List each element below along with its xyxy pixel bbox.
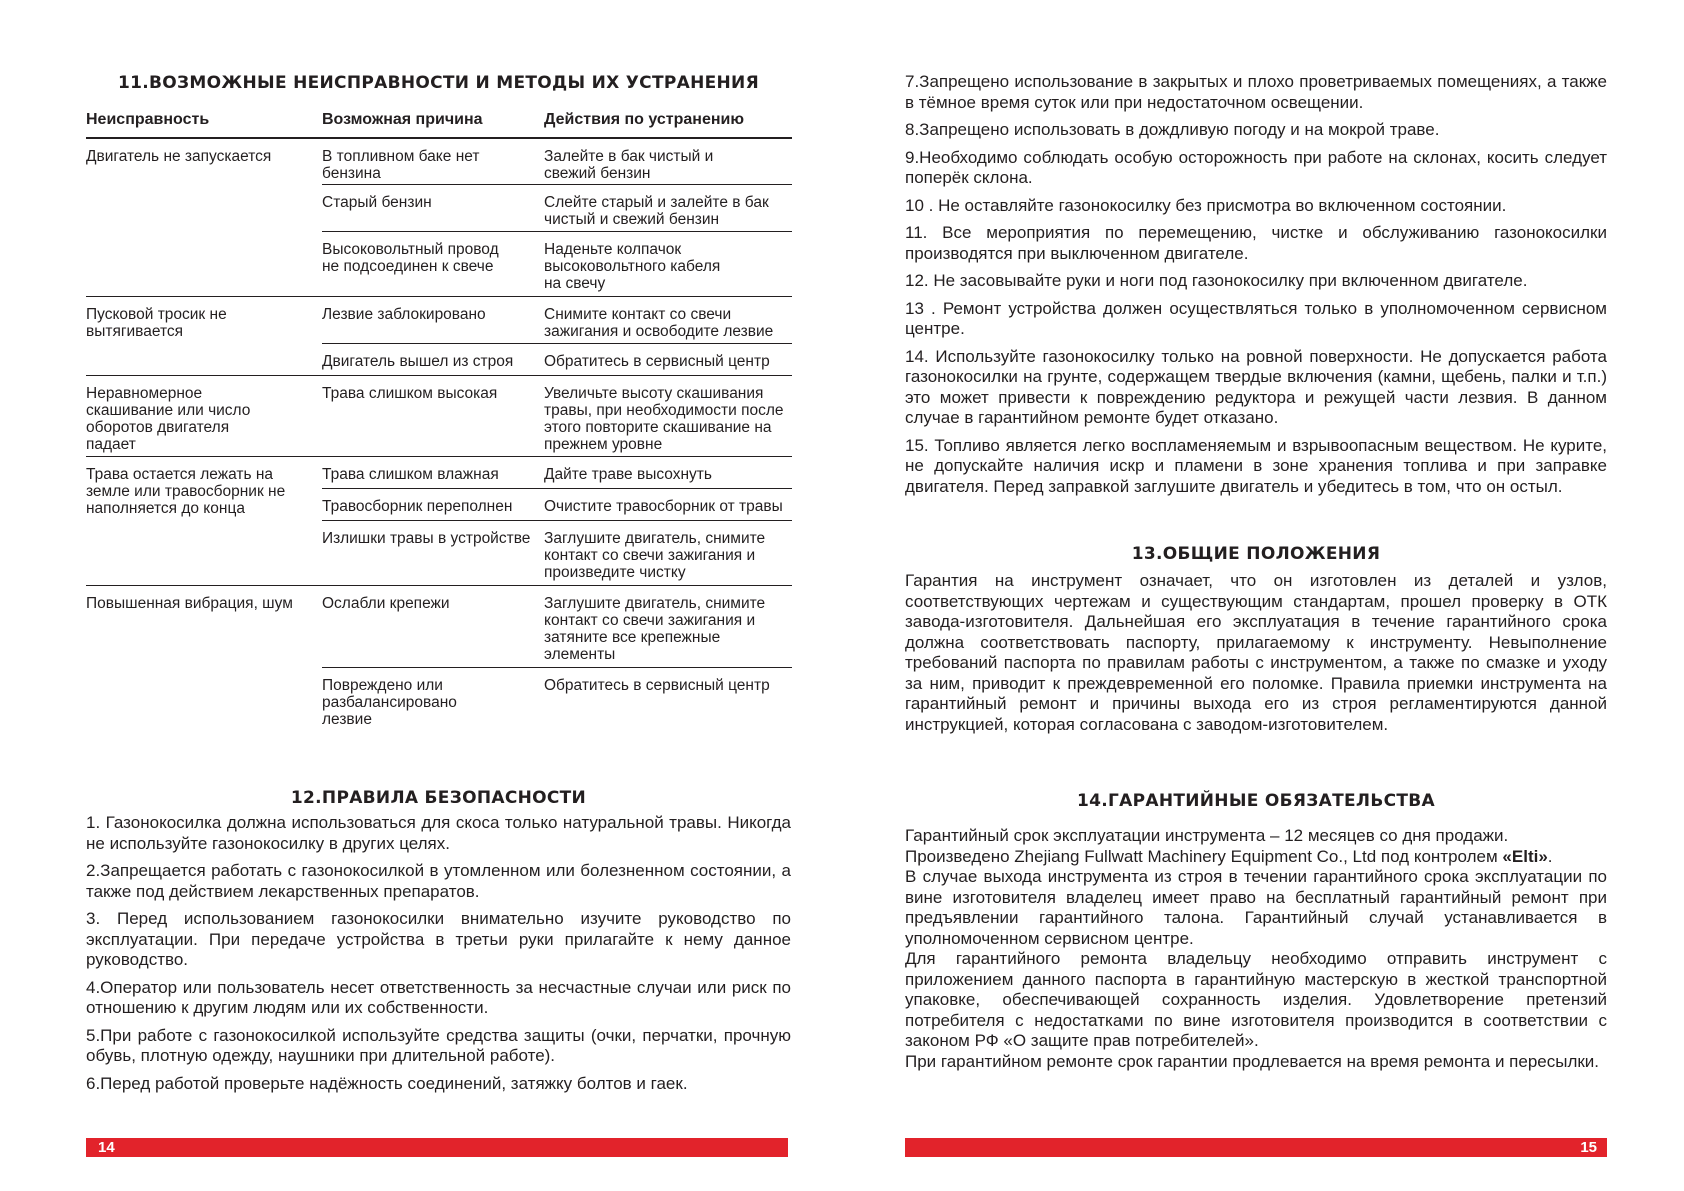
safety-rule: 11. Все мероприятия по перемещению, чистке и обслуживанию газонокосилки производятся при выключенном двигателе. — [905, 223, 1607, 263]
safety-rule: 14. Используйте газонокосилку только на ровной поверхности. Не допускается работа газонокосилки на грунте, содержащем твердые включения (камни, щебень, палки и т.п.) это может привести к повреждению редуктора и режущей части лезвия. В данном случае в гарантийном ремонте будет отказано. — [905, 346, 1607, 427]
cause-cell: Высоковольтный провод не подсоединен к свече — [322, 241, 499, 275]
safety-rule: 12. Не засовывайте руки и ноги под газонокосилку при включенном двигателе. — [905, 271, 1528, 290]
manufacturer-text: Произведено Zhejiang Fullwatt Machinery Equipment Co., Ltd под контролем — [905, 846, 1503, 866]
safety-rule: 3. Перед использованием газонокосилки внимательно изучите руководство по эксплуатации. При передаче устройства в третьи руки прилагайте к нему данное руководство. — [86, 909, 791, 969]
section-12-continued — [905, 72, 1607, 504]
action-cell: Дайте траве высохнуть — [544, 466, 712, 483]
footer-bar-right — [905, 1138, 1607, 1157]
table-row — [322, 521, 792, 585]
safety-rule: 8.Запрещено использовать в дождливую погоду и на мокрой траве. — [905, 120, 1440, 139]
symptom-cell: Неравномерное скашивание или число оборотов двигателя падает — [86, 385, 251, 453]
action-cell: Залейте в бак чистый и свежий бензин — [544, 148, 714, 182]
safety-rule: 2.Запрещается работать с газонокосилкой в утомленном или болезненном состоянии, а также под действием лекарственных препаратов. — [86, 861, 791, 901]
header-cause: Возможная причина — [322, 111, 483, 128]
table-group — [86, 139, 792, 297]
table-row — [322, 297, 792, 344]
symptom-cell: Двигатель не запускается — [86, 148, 272, 165]
safety-rule: 4.Оператор или пользователь несет ответственность за несчастные случаи или риск по отношению к другим людям или их собственности. — [86, 977, 791, 1017]
warranty-paragraph: При гарантийном ремонте срок гарантии продлевается на время ремонта и пересылки. — [905, 1051, 1600, 1071]
safety-rule: 1. Газонокосилка должна использоваться для скоса только натуральной травы. Никогда не используйте газонокосилку в других целях. — [86, 813, 791, 853]
symptom-cell: Повышенная вибрация, шум — [86, 595, 293, 612]
safety-rule: 6.Перед работой проверьте надёжность соединений, затяжку болтов и гаек. — [86, 1073, 688, 1093]
table-group — [86, 457, 792, 586]
action-cell: Обратитесь в сервисный центр — [544, 677, 770, 694]
cause-cell: Трава слишком влажная — [322, 466, 499, 483]
table-group — [86, 376, 792, 457]
table-group — [86, 586, 792, 733]
safety-rule: 15. Топливо является легко воспламеняемым и взрывоопасным веществом. Не курите, не допускайте наличия искр и пламени в зоне хранения топлива и при заправке двигателя. Перед заправкой заглушите двигатель и убедитесь в том, что он остыл. — [905, 435, 1607, 496]
table-row — [322, 185, 792, 232]
manufacturer-suffix: . — [1547, 846, 1553, 866]
action-cell: Слейте старый и залейте в бак чистый и свежий бензин — [544, 194, 769, 228]
symptom-cell: Пусковой тросик не вытягивается — [86, 306, 227, 340]
footer-bar-left — [86, 1138, 788, 1157]
header-malfunction: Неисправность — [86, 111, 210, 128]
right-page — [842, 0, 1684, 1191]
action-cell: Очистите травосборник от травы — [544, 498, 783, 515]
action-cell: Обратитесь в сервисный центр — [544, 353, 770, 370]
cause-cell: Старый бензин — [322, 194, 432, 211]
section-13-body — [905, 571, 1607, 735]
general-provisions-text: Гарантия на инструмент означает, что он изготовлен из деталей и узлов, соответствующих чертежам и существующим стандартам, прошел проверку в ОТК завода-изготовителя. Дальнейшая его эксплуатация в течение гарантийного срока должна соответствовать паспорту, прилагаемому к инструменту. Невыполнение требований паспорта по правилам работы с инструментом, а также по смазке и уходу за ним, приводит к преждевременной его поломке. Правила приемки инструмента на гарантийный ремонт и причины выхода его из строя регламентируются данной инструкцией, которая согласована с заводом-изготовителем. — [905, 571, 1607, 734]
safety-rule: 5.При работе с газонокосилкой используйте средства защиты (очки, перчатки, прочную обувь, плотную одежду, наушники при длительной работе). — [86, 1025, 791, 1065]
page-number: 14 — [98, 1139, 115, 1156]
safety-rule: 9.Необходимо соблюдать особую осторожность при работе на склонах, косить следует поперёк склона. — [905, 147, 1607, 187]
action-cell: Снимите контакт со свечи зажигания и освободите лезвие — [544, 306, 774, 340]
manufacturer-line — [905, 847, 1607, 868]
section-12-title: 12.ПРАВИЛА БЕЗОПАСНОСТИ — [290, 788, 587, 808]
table-row — [322, 668, 792, 733]
section-12-body — [86, 813, 791, 1101]
table-row — [322, 232, 792, 296]
table-header — [86, 108, 792, 139]
symptom-cell: Трава остается лежать на земле или травосборник не наполняется до конца — [86, 466, 286, 517]
section-14-title: 14.ГАРАНТИЙНЫЕ ОБЯЗАТЕЛЬСТВА — [1077, 791, 1435, 811]
table-row — [322, 457, 792, 489]
page-number: 15 — [1580, 1139, 1597, 1156]
action-cell: Заглушите двигатель, снимите контакт со свечи зажигания и затяните все крепежные элементы — [544, 595, 766, 663]
brand-name: «Elti» — [1502, 846, 1548, 866]
section-13-title: 13.ОБЩИЕ ПОЛОЖЕНИЯ — [1131, 544, 1381, 564]
cause-cell: Травосборник переполнен — [322, 498, 513, 515]
table-group — [86, 297, 792, 376]
header-action: Действия по устранению — [544, 111, 745, 128]
cause-cell: Лезвие заблокировано — [322, 306, 486, 323]
section-11-title: 11.ВОЗМОЖНЫЕ НЕИСПРАВНОСТИ И МЕТОДЫ ИХ УСТРАНЕНИЯ — [118, 73, 759, 93]
safety-rule: 13 . Ремонт устройства должен осуществляться только в уполномоченном сервисном центре. — [905, 298, 1607, 338]
cause-cell: В топливном баке нет бензина — [322, 148, 480, 182]
action-cell: Заглушите двигатель, снимите контакт со свечи зажигания и произведите чистку — [544, 530, 766, 581]
section-14-body — [905, 826, 1607, 1072]
cause-cell: Повреждено или разбалансировано лезвие — [322, 677, 457, 728]
table-row — [322, 376, 792, 456]
table-row — [322, 139, 792, 185]
action-cell: Наденьте колпачок высоковольтного кабеля на свечу — [544, 241, 721, 292]
safety-rule: 10 . Не оставляйте газонокосилку без присмотра во включенном состоянии. — [905, 195, 1507, 215]
warranty-paragraph: В случае выхода инструмента из строя в течении гарантийного срока эксплуатации по вине изготовителя владелец имеет право на бесплатный гарантийный ремонт при предъявлении гарантийного талона. Гарантийный случай устанавливается в уполномоченном сервисном центре. — [905, 867, 1607, 948]
cause-cell: Двигатель вышел из строя — [322, 353, 514, 370]
cause-cell: Излишки травы в устройстве — [322, 530, 531, 547]
table-row — [322, 586, 792, 668]
troubleshooting-table — [86, 108, 792, 733]
table-row — [322, 489, 792, 521]
warranty-period: Гарантийный срок эксплуатации инструмента – 12 месяцев со дня продажи. — [905, 826, 1509, 845]
safety-rule: 7.Запрещено использование в закрытых и плохо проветриваемых помещениях, а также в тёмное время суток или при недостаточном освещении. — [905, 72, 1607, 112]
table-row — [322, 344, 792, 375]
cause-cell: Трава слишком высокая — [322, 385, 498, 402]
action-cell: Увеличьте высоту скашивания травы, при необходимости после этого повторите скашивание на прежнем уровне — [544, 385, 784, 453]
warranty-paragraph: Для гарантийного ремонта владельцу необходимо отправить инструмент с приложением данного паспорта в гарантийную мастерскую в жесткой транспортной упаковке, обеспечивающей сохранность изделия. Удовлетворение претензий потребителя с недостатками по вине изготовителя производится в соответствии с законом РФ «О защите прав потребителей». — [905, 949, 1607, 1050]
cause-cell: Ослабли крепежи — [322, 595, 450, 612]
